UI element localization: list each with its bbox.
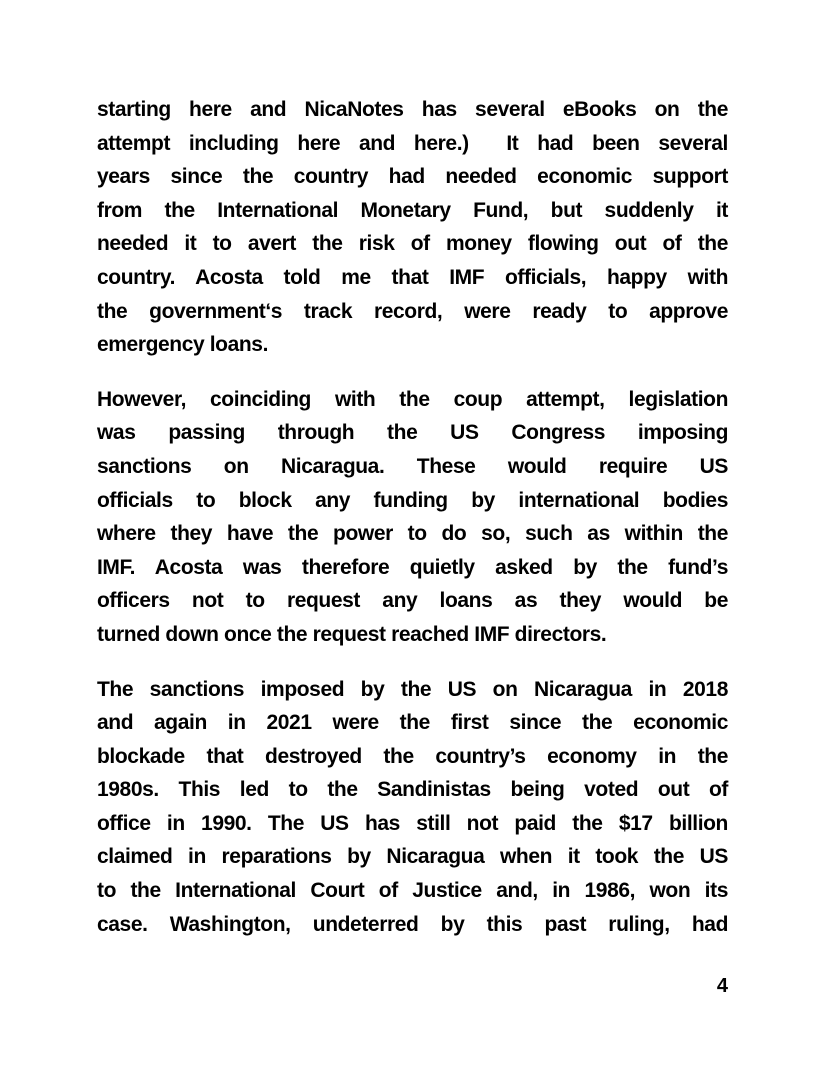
text-line: country. Acosta told me that IMF officials, happy with (97, 265, 728, 289)
text-line: officers not to request any loans as they would be (97, 589, 728, 613)
paragraph-3 (97, 673, 728, 942)
text-line: case. Washington, undeterred by this past ruling, had (97, 912, 728, 936)
text-line: 1980s. This led to the Sandinistas being voted out of (97, 778, 728, 802)
document-body (97, 93, 728, 962)
page-number: 4 (716, 975, 728, 997)
text-line: turned down once the request reached IMF directors. (97, 622, 607, 646)
text-line: to the International Court of Justice and, in 1986, won its (97, 879, 728, 903)
text-line: emergency loans. (97, 333, 269, 357)
text-line: sanctions on Nicaragua. These would require US (97, 454, 728, 478)
text-line: years since the country had needed economic support (97, 165, 728, 189)
text-line: from the International Monetary Fund, but suddenly it (97, 198, 728, 222)
text-line: The sanctions imposed by the US on Nicaragua in 2018 (97, 677, 728, 701)
text-line: office in 1990. The US has still not paid the $17 billion (97, 811, 728, 835)
text-line: However, coinciding with the coup attempt, legislation (97, 387, 728, 411)
text-line: IMF. Acosta was therefore quietly asked by the fund’s (97, 555, 728, 579)
text-line: attempt including here and here.) It had been several (97, 131, 728, 155)
text-line: the government‘s track record, were ready to approve (97, 299, 728, 323)
text-line: where they have the power to do so, such as within the (97, 522, 728, 546)
text-line: claimed in reparations by Nicaragua when it took the US (97, 845, 728, 869)
paragraph-2 (97, 383, 728, 652)
text-line: needed it to avert the risk of money flowing out of the (97, 232, 728, 256)
text-line: was passing through the US Congress imposing (97, 421, 728, 445)
paragraph-1 (97, 93, 728, 362)
text-line: and again in 2021 were the first since the economic (97, 711, 728, 735)
text-line: blockade that destroyed the country’s economy in the (97, 744, 728, 768)
text-line: officials to block any funding by international bodies (97, 488, 728, 512)
text-line: starting here and NicaNotes has several eBooks on the (97, 98, 728, 121)
